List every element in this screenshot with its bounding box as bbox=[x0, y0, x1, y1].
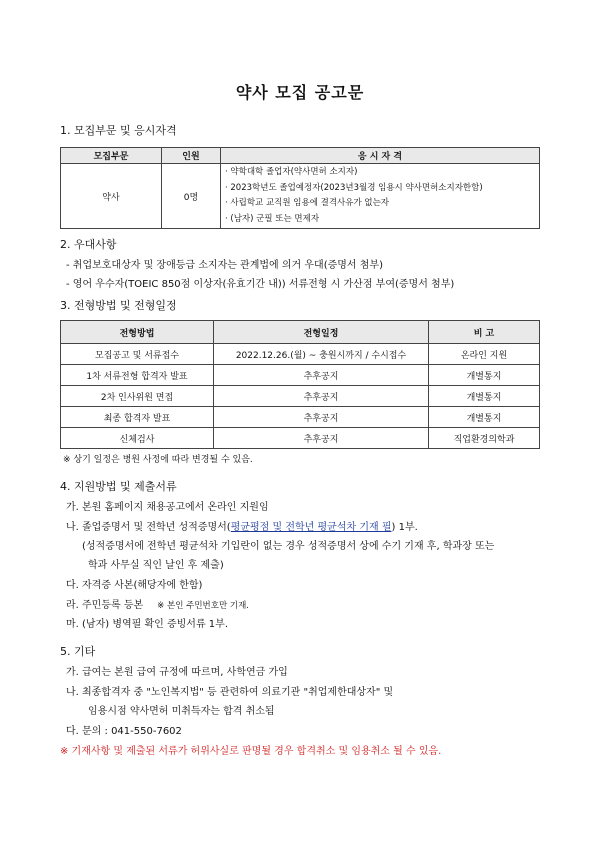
qualification-item: · 2023학년도 졸업예정자(2023년3월경 임용시 약사면허소지자한함) bbox=[225, 182, 483, 193]
submission-item-na-prefix: 나. 졸업증명서 및 전학년 성적증명서( bbox=[66, 522, 231, 533]
section4-heading: 4. 지원방법 및 제출서류 bbox=[60, 480, 177, 493]
cell-method: 2차 인사위원 면접 bbox=[61, 386, 214, 407]
submission-item-na-detail: 학과 사무실 직인 날인 후 제출) bbox=[88, 560, 224, 571]
cell-remark: 직업환경의학과 bbox=[429, 428, 540, 449]
preference-item: - 취업보호대상자 및 장애등급 소지자는 관계법에 의거 우대(증명서 첨부) bbox=[66, 260, 383, 271]
header-count: 인원 bbox=[162, 148, 221, 164]
section3-heading: 3. 전형방법 및 전형일정 bbox=[60, 299, 177, 312]
contact-info: 다. 문의 : 041-550-7602 bbox=[66, 726, 182, 737]
cell-schedule: 추후공지 bbox=[214, 386, 429, 407]
cell-schedule: 2022.12.26.(월) ~ 충원시까지 / 수시접수 bbox=[214, 344, 429, 365]
cell-remark: 온라인 지원 bbox=[429, 344, 540, 365]
submission-item-ra-note: ※ 본인 주민번호만 기재. bbox=[157, 601, 249, 611]
submission-item-da: 다. 자격증 사본(해당자에 한함) bbox=[66, 580, 203, 591]
cell-method: 최종 합격자 발표 bbox=[61, 407, 214, 428]
section5-heading: 5. 기타 bbox=[60, 645, 96, 658]
cell-count: 0명 bbox=[162, 164, 221, 229]
qualification-item: · 약학대학 졸업자(약사면허 소지자) bbox=[225, 167, 358, 177]
submission-item-ga: 가. 본원 홈페이지 채용공고에서 온라인 지원임 bbox=[66, 502, 269, 513]
section2-heading: 2. 우대사항 bbox=[60, 238, 117, 251]
cell-schedule: 추후공지 bbox=[214, 428, 429, 449]
table-row bbox=[61, 365, 540, 386]
table-row bbox=[61, 428, 540, 449]
header-method: 전형방법 bbox=[61, 321, 214, 344]
submission-item-na-suffix: ) 1부. bbox=[391, 522, 418, 533]
cell-method: 1차 서류전형 합격자 발표 bbox=[61, 365, 214, 386]
header-schedule: 전형일정 bbox=[214, 321, 429, 344]
submission-item-ra bbox=[66, 596, 249, 611]
cell-method: 신체검사 bbox=[61, 428, 214, 449]
qualification-item: · (남자) 군필 또는 면제자 bbox=[225, 213, 320, 224]
submission-item-na-detail: (성적증명서에 전학년 평균석차 기입란이 없는 경우 성적증명서 상에 수기 기재 후, 학과장 또는 bbox=[82, 541, 495, 552]
cell-remark: 개별통지 bbox=[429, 386, 540, 407]
cell-remark: 개별통지 bbox=[429, 365, 540, 386]
cell-qualifications bbox=[221, 164, 540, 229]
table-row bbox=[61, 344, 540, 365]
etc-item-na: 나. 최종합격자 중 "노인복지법" 등 관련하여 의료기관 "취업제한대상자" 및 bbox=[66, 687, 394, 698]
etc-item-na-continued: 임용시점 약사면허 미취득자는 합격 취소됨 bbox=[88, 706, 275, 717]
submission-item-na bbox=[66, 518, 418, 533]
submission-item-ra-label: 라. 주민등록 등본 bbox=[66, 600, 144, 611]
submission-item-ma: 마. (남자) 병역필 확인 증빙서류 1부. bbox=[66, 619, 228, 630]
warning-notice: ※ 기재사항 및 제출된 서류가 허위사실로 판명될 경우 합격취소 및 임용취소 될 수 있음. bbox=[60, 746, 442, 757]
preference-item: - 영어 우수자(TOEIC 850점 이상자(유효기간 내)) 서류전형 시 가산점 부여(증명서 첨부) bbox=[66, 279, 455, 290]
cell-schedule: 추후공지 bbox=[214, 365, 429, 386]
page-title: 약사 모집 공고문 bbox=[235, 83, 365, 102]
cell-schedule: 추후공지 bbox=[214, 407, 429, 428]
grade-requirement-link[interactable]: 평균평점 및 전학년 평균석차 기재 필 bbox=[230, 522, 392, 533]
etc-item-ga: 가. 급여는 본원 급여 규정에 따르며, 사학연금 가입 bbox=[66, 667, 288, 678]
header-remark: 비 고 bbox=[429, 321, 540, 344]
cell-remark: 개별통지 bbox=[429, 407, 540, 428]
qualification-table bbox=[60, 147, 540, 229]
header-qualifications: 응 시 자 격 bbox=[221, 148, 540, 164]
table-row bbox=[61, 386, 540, 407]
header-field: 모집부문 bbox=[61, 148, 162, 164]
schedule-note: ※ 상기 일정은 병원 사정에 따라 변경될 수 있음. bbox=[63, 455, 253, 465]
section1-heading: 1. 모집부문 및 응시자격 bbox=[60, 124, 177, 137]
qualification-item: · 사립학교 교직원 임용에 결격사유가 없는자 bbox=[225, 198, 390, 208]
table-row bbox=[61, 407, 540, 428]
cell-field: 약사 bbox=[61, 164, 162, 229]
cell-method: 모집공고 및 서류접수 bbox=[61, 344, 214, 365]
schedule-table bbox=[60, 320, 540, 449]
